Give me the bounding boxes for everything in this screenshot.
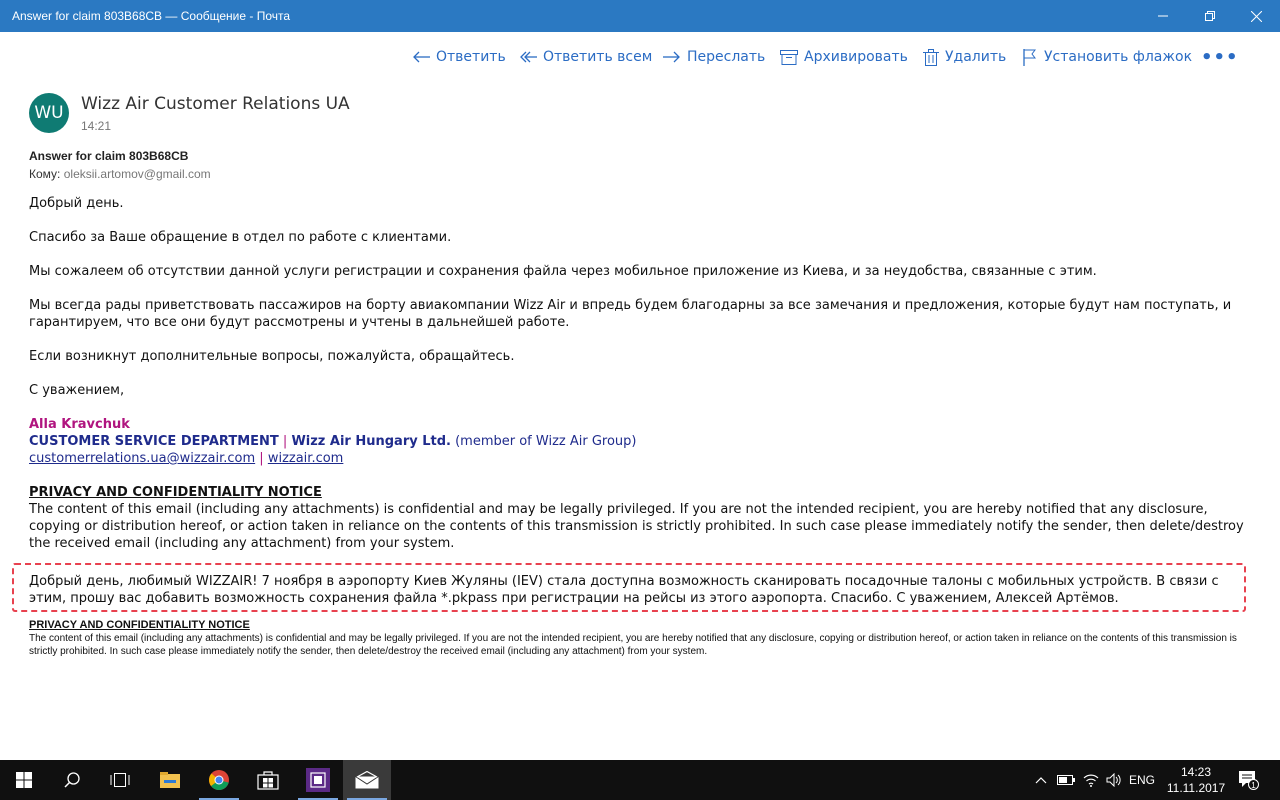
chevron-up-icon (1035, 776, 1047, 784)
privacy-notice (29, 484, 1254, 552)
taskbar (0, 760, 1280, 800)
archive-button[interactable] (780, 46, 908, 68)
action-center-button[interactable] (1234, 760, 1264, 800)
message-subject: Answer for claim 803B68CB (29, 149, 189, 163)
restore-icon (1205, 11, 1215, 21)
reply-all-icon (519, 50, 537, 64)
signature-site-link[interactable]: wizzair.com (267, 451, 344, 466)
battery-icon (1057, 775, 1075, 785)
archive-label: Архивировать (804, 49, 908, 65)
mail-button[interactable] (343, 760, 391, 800)
quoted-message-highlight (12, 563, 1246, 612)
body-paragraph: Мы всегда рады приветствовать пассажиров на борту авиакомпании Wizz Air и впредь будем благодарны за все замечания и предложения, которые будут нам поступать, и гарантируем, что все они будут рассмотрены и учтены в дальнейшей работе. (29, 298, 1232, 330)
body-paragraph: Если возникнут дополнительные вопросы, пожалуйста, обращайтесь. (29, 349, 515, 364)
body-paragraph: Мы сожалеем об отсутствии данной услуги регистрации и сохранения файла через мобильное приложение из Киева, и за неудобства, связанные с этим. (29, 264, 1097, 279)
search-button[interactable] (48, 760, 96, 800)
trash-icon (923, 49, 939, 66)
close-icon (1251, 11, 1262, 22)
sender-avatar: WU (29, 93, 69, 133)
windows-start-icon (16, 772, 32, 788)
notification-count: 1 (1251, 781, 1256, 790)
clock-time: 14:23 (1180, 765, 1212, 779)
close-button[interactable] (1233, 0, 1279, 32)
task-view-button[interactable] (96, 760, 144, 800)
forward-button[interactable] (663, 46, 765, 68)
archive-icon (780, 49, 798, 65)
closing: С уважением, (29, 383, 125, 398)
volume-icon (1106, 773, 1122, 787)
chrome-button[interactable] (195, 760, 243, 800)
quoted-privacy-notice-text: The content of this email (including any attachments) is confidential and may be legally privileged. If you are not the intended recipient, you are hereby notified that any disclosure, copying or distribution hereof, or action taken in reliance on the contents of this transmission is strictly prohibited. In such case please immediately notify the sender, then delete/destroy the received email (including any attachment) from your system. (29, 633, 1237, 657)
flag-button[interactable] (1022, 46, 1192, 68)
recipient-address[interactable]: oleksii.artomov@gmail.com (63, 167, 211, 181)
forward-label: Переслать (687, 49, 766, 65)
signature-links (29, 450, 1254, 467)
show-hidden-icons-button[interactable] (1030, 760, 1052, 800)
language-indicator[interactable]: ENG (1128, 773, 1155, 787)
message-time: 14:21 (81, 119, 112, 133)
quoted-privacy-notice (29, 619, 1259, 658)
more-actions-button[interactable] (1201, 46, 1239, 68)
message-body (29, 195, 1254, 552)
title-bar (0, 0, 1280, 32)
message-toolbar (0, 32, 1280, 82)
signature-company: Wizz Air Hungary Ltd. (291, 434, 451, 449)
reply-arrow-icon (412, 50, 430, 64)
reply-label: Ответить (436, 49, 506, 65)
greeting: Добрый день. (29, 196, 124, 211)
signature-company-line (29, 433, 1254, 450)
search-icon (64, 772, 80, 788)
volume-button[interactable] (1104, 760, 1124, 800)
clock[interactable] (1166, 764, 1226, 796)
signature-separator: | (259, 451, 264, 466)
privacy-notice-title: PRIVACY AND CONFIDENTIALITY NOTICE (29, 485, 322, 500)
sender-name[interactable]: Wizz Air Customer Relations UA (81, 94, 350, 114)
mail-icon (355, 771, 379, 789)
flag-label: Установить флажок (1044, 49, 1193, 65)
signature-member: (member of Wizz Air Group) (455, 434, 637, 449)
signature-separator: | (282, 434, 288, 449)
file-explorer-icon (159, 771, 181, 789)
body-paragraph: Спасибо за Ваше обращение в отдел по работе с клиентами. (29, 230, 452, 245)
task-view-icon (110, 772, 130, 788)
reply-all-button[interactable] (519, 46, 652, 68)
app-icon (306, 768, 330, 792)
file-explorer-button[interactable] (146, 760, 194, 800)
flag-icon (1022, 49, 1038, 66)
delete-button[interactable] (923, 46, 1006, 68)
recipient-line (29, 167, 211, 181)
quoted-privacy-notice-title: PRIVACY AND CONFIDENTIALITY NOTICE (29, 619, 250, 631)
battery-button[interactable] (1054, 760, 1078, 800)
minimize-button[interactable] (1140, 0, 1186, 32)
delete-label: Удалить (945, 49, 1007, 65)
quoted-message-text: Добрый день, любимый WIZZAIR! 7 ноября в аэропорту Киев Жуляны (IEV) стала доступна возможность сканировать посадочные талоны с мобильных устройств. В связи с этим, прошу вас добавить возможность сохранения файла *.pkpass при регистрации на рейсы из этого аэропорта. Спасибо. С уважением, Алексей Артёмов. (29, 574, 1219, 606)
windows-start-button[interactable] (0, 760, 48, 800)
reply-button[interactable] (412, 46, 506, 68)
reply-all-label: Ответить всем (543, 49, 653, 65)
restore-button[interactable] (1187, 0, 1233, 32)
app-button[interactable] (294, 760, 342, 800)
wifi-button[interactable] (1080, 760, 1102, 800)
signature-department: CUSTOMER SERVICE DEPARTMENT (29, 434, 279, 449)
store-icon (257, 770, 279, 790)
privacy-notice-text: The content of this email (including any attachments) is confidential and may be legally privileged. If you are not the intended recipient, you are hereby notified that any disclosure, copying or distribution hereof, or action taken in reliance on the contents of this transmission is strictly prohibited. In such case please immediately notify the sender, then delete/destroy the received email (including any attachment) from your system. (29, 502, 1244, 551)
more-dots-icon: ••• (1201, 46, 1239, 68)
signature-email-link[interactable]: customerrelations.ua@wizzair.com (29, 451, 256, 466)
wifi-icon (1083, 773, 1099, 787)
forward-arrow-icon (663, 50, 681, 64)
recipient-label: Кому: (29, 167, 61, 181)
minimize-icon (1158, 11, 1168, 21)
clock-date: 11.11.2017 (1166, 781, 1226, 795)
signature-name: Alla Kravchuk (29, 417, 130, 432)
chrome-icon (208, 769, 230, 791)
signature (29, 416, 1254, 467)
store-button[interactable] (244, 760, 292, 800)
window-title: Answer for claim 803B68CB — Сообщение - Почта (12, 9, 291, 23)
notification-icon (1238, 770, 1260, 790)
